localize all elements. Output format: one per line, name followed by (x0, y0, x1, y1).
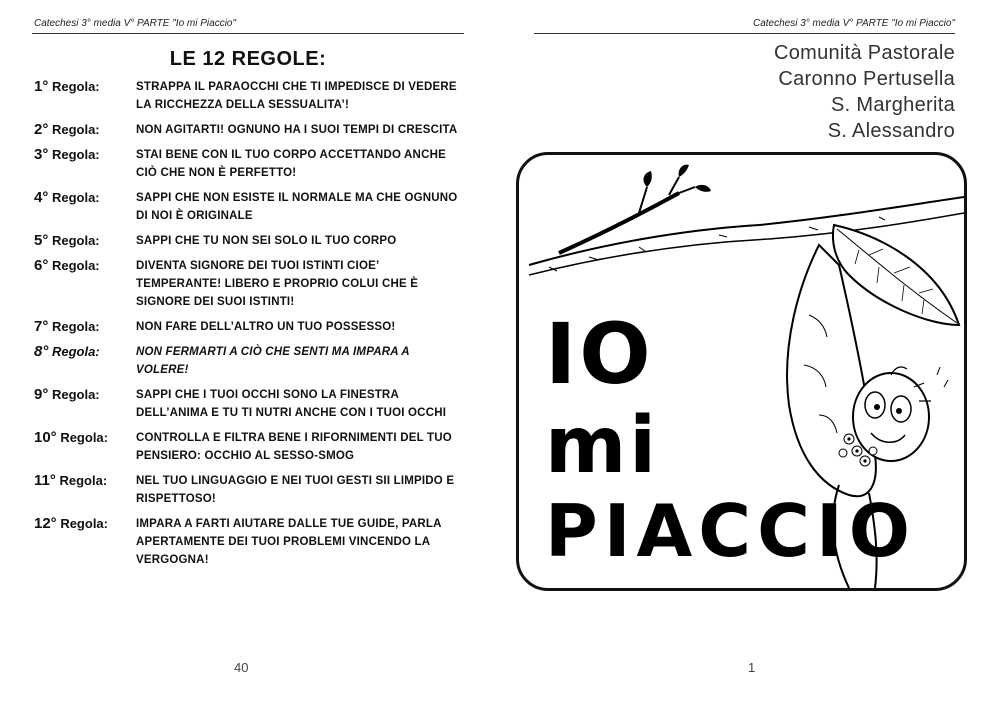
rule-label: 11° Regola: (34, 472, 108, 489)
rule-item (34, 121, 464, 139)
rule-item (34, 78, 464, 114)
rule-text: NEL TUO LINGUAGGIO E NEI TUOI GESTI SII LIMPIDO E RISPETTOSO! (136, 475, 455, 505)
parish-name (774, 40, 955, 144)
page-number: 40 (234, 660, 249, 675)
rules-list (34, 78, 464, 576)
rule-label: 3° Regola: (34, 146, 100, 163)
parish-line: Caronno Pertusella (778, 68, 955, 90)
header-rule (32, 33, 464, 34)
rule-label: 6° Regola: (34, 257, 100, 274)
rule-item (34, 318, 464, 336)
rule-item (34, 429, 464, 465)
cover-title-line: IO (545, 305, 654, 403)
rule-text: SAPPI CHE I TUOI OCCHI SONO LA FINESTRA DELL’ANIMA E TU TI NUTRI ANCHE CON I TUOI OCCHI (136, 389, 447, 419)
rule-item (34, 515, 464, 569)
rule-item (34, 343, 464, 379)
rule-item (34, 232, 464, 250)
rule-label: 4° Regola: (34, 189, 100, 206)
rule-text: NON FARE DELL’ALTRO UN TUO POSSESSO! (136, 321, 396, 333)
header-rule (534, 33, 955, 34)
rule-label: 1° Regola: (34, 78, 100, 95)
rule-text: SAPPI CHE NON ESISTE IL NORMALE MA CHE OGNUNO DI NOI È ORIGINALE (136, 192, 458, 222)
rule-label: 5° Regola: (34, 232, 100, 249)
rule-label: 10° Regola: (34, 429, 108, 446)
rule-text: IMPARA A FARTI AIUTARE DALLE TUE GUIDE, PARLA APERTAMENTE DEI TUOI PROBLEMI VINCENDO LA VERGOGNA! (136, 518, 442, 566)
rule-label: 12° Regola: (34, 515, 108, 532)
rule-label: 8° Regola: (34, 343, 100, 360)
cover-title-line: PIACCIO (545, 489, 916, 573)
rule-text: DIVENTA SIGNORE DEI TUOI ISTINTI CIOE’ TEMPERANTE! LIBERO E PROPRIO COLUI CHE È SIGNORE DEI SUOI ISTINTI! (136, 260, 419, 308)
rule-item (34, 472, 464, 508)
right-page (496, 0, 992, 701)
page-number: 1 (748, 660, 756, 675)
rule-label: 2° Regola: (34, 121, 100, 138)
rule-item (34, 257, 464, 311)
rule-label: 9° Regola: (34, 386, 100, 403)
rule-item (34, 386, 464, 422)
running-head: Catechesi 3° media V° PARTE "Io mi Piaccio" (34, 18, 237, 29)
running-head: Catechesi 3° media V° PARTE "Io mi Piaccio" (752, 18, 955, 29)
rule-text: NON FERMARTI A CIÒ CHE SENTI MA IMPARA A VOLERE! (136, 346, 410, 376)
cover-title-line: mi (545, 401, 660, 491)
parish-line: S. Alessandro (827, 120, 955, 142)
rule-text: STAI BENE CON IL TUO CORPO ACCETTANDO ANCHE CIÒ CHE NON È PERFETTO! (136, 149, 446, 179)
rule-text: SAPPI CHE TU NON SEI SOLO IL TUO CORPO (136, 235, 397, 247)
rule-text: CONTROLLA E FILTRA BENE I RIFORNIMENTI DEL TUO PENSIERO: OCCHIO AL SESSO-SMOG (136, 432, 452, 462)
parish-line: S. Margherita (831, 94, 955, 116)
rule-text: NON AGITARTI! OGNUNO HA I SUOI TEMPI DI CRESCITA (136, 124, 458, 136)
rule-label: 7° Regola: (34, 318, 100, 335)
parish-line: Comunità Pastorale (773, 42, 955, 64)
rule-item (34, 146, 464, 182)
rule-item (34, 189, 464, 225)
cover-illustration (516, 152, 967, 591)
page-title: LE 12 REGOLE: (169, 48, 327, 70)
rule-text: STRAPPA IL PARAOCCHI CHE TI IMPEDISCE DI VEDERE LA RICCHEZZA DELLA SESSUALITA’! (136, 81, 457, 111)
